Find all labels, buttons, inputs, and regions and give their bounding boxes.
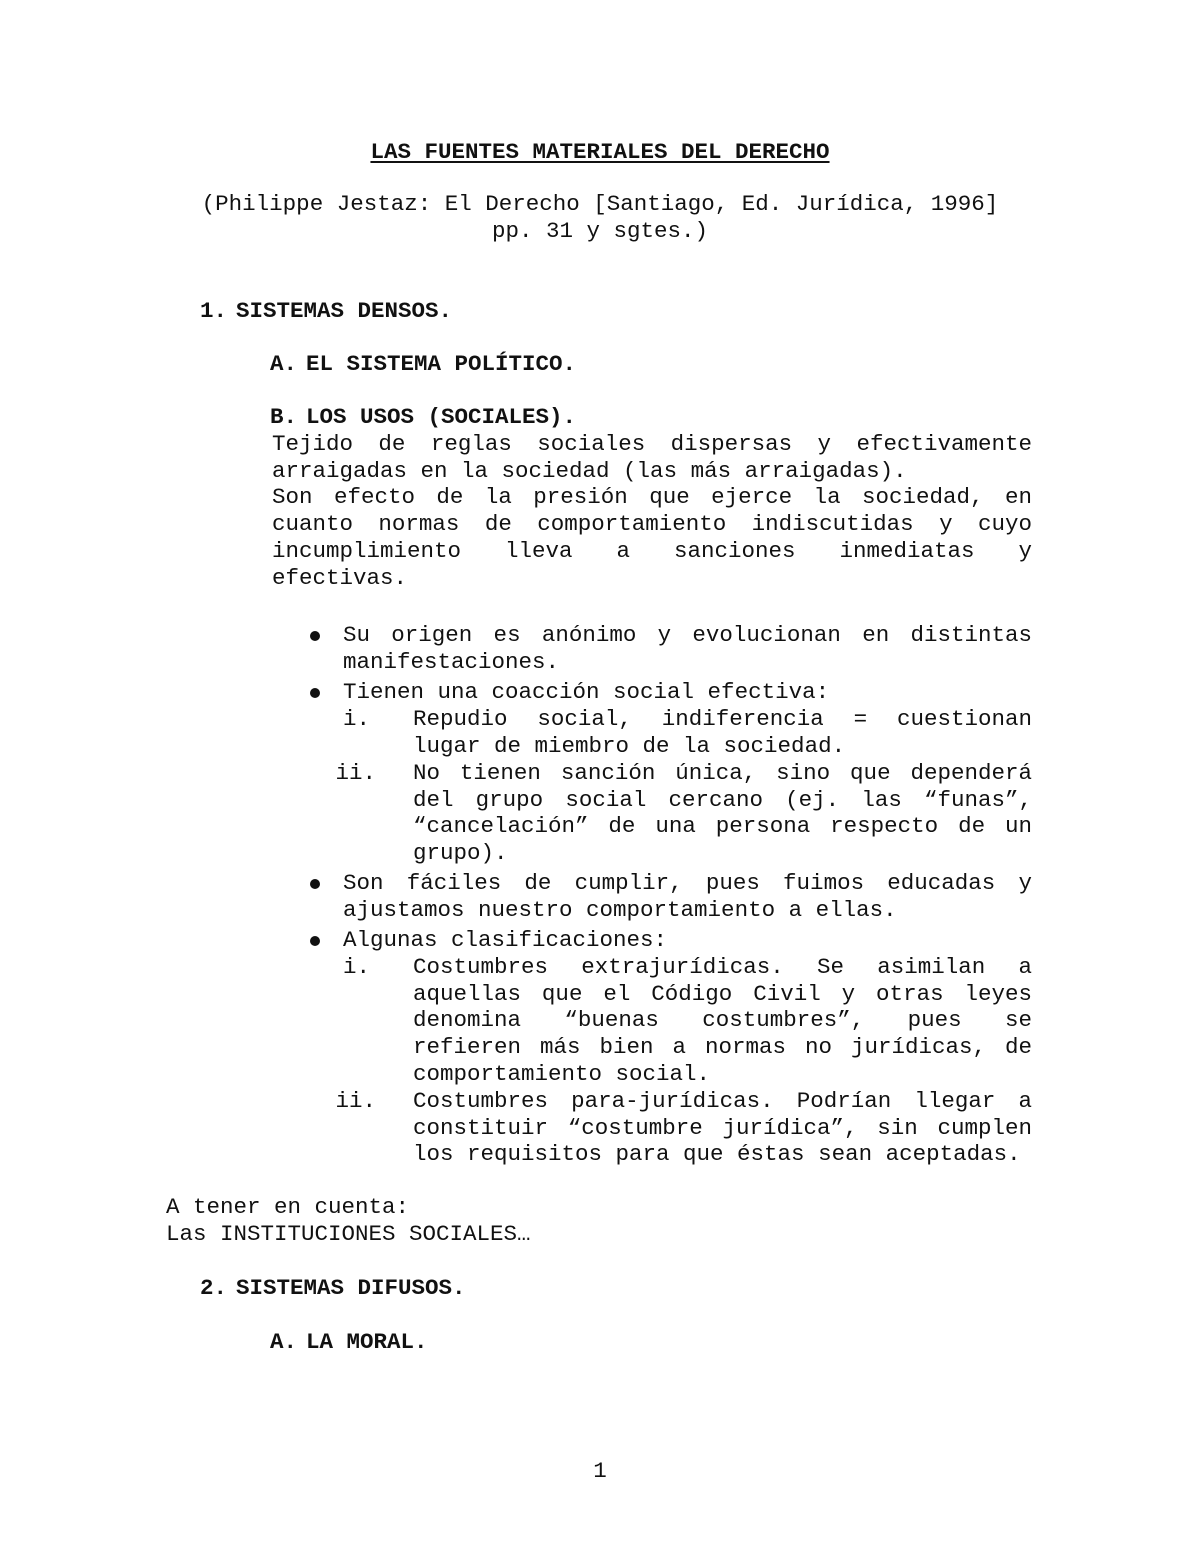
paragraph-line: efectivas. xyxy=(272,564,408,591)
bullet-line: manifestaciones. xyxy=(343,648,560,675)
bullet-icon xyxy=(310,936,320,946)
subsection-1a-heading xyxy=(270,351,576,378)
citation xyxy=(0,191,1200,244)
citation-line-1: (Philippe Jestaz: El Derecho [Santiago, Ed. Jurídica, 1996] xyxy=(201,191,999,217)
paragraph-line: incumplimiento lleva a sanciones inmediatas y xyxy=(272,537,1032,564)
section-1-heading xyxy=(200,298,452,325)
sub-item-2-i xyxy=(413,706,1032,759)
bullet-item-4 xyxy=(343,927,1032,954)
sub-item-line: constituir “costumbre jurídica”, sin cumplen xyxy=(413,1114,1032,1141)
section-2-title: SISTEMAS DIFUSOS. xyxy=(236,1275,466,1301)
sub-item-line: aquellas que el Código Civil y otras leyes xyxy=(413,980,1032,1007)
sub-item-line: Costumbres extrajurídicas. Se asimilan a xyxy=(413,954,1032,980)
sub-item-4-i xyxy=(413,954,1032,1088)
subsection-2a-title: LA MORAL. xyxy=(306,1329,428,1355)
section-1-title: SISTEMAS DENSOS. xyxy=(236,298,453,324)
sub-item-2-ii xyxy=(413,760,1032,867)
sub-item-line: denomina “buenas costumbres”, pues se xyxy=(413,1007,1032,1034)
subsection-1b-title: LOS USOS (SOCIALES). xyxy=(306,404,577,430)
paragraph-line: arraigadas en la sociedad (las más arraigadas). xyxy=(272,457,907,484)
subsection-1a-title: EL SISTEMA POLÍTICO. xyxy=(306,351,577,377)
section-2-heading xyxy=(200,1275,466,1302)
bullet-icon xyxy=(310,631,320,641)
sub-item-line: Repudio social, indiferencia = cuestionan xyxy=(413,706,1032,732)
section-2-number: 2. xyxy=(200,1275,228,1301)
paragraph-line: Son efecto de la presión que ejerce la sociedad, en xyxy=(272,484,1032,511)
sub-item-line: comportamiento social. xyxy=(413,1060,711,1087)
subsection-1b-heading xyxy=(270,404,576,431)
paragraph-definition xyxy=(272,431,1032,591)
bullet-item-2 xyxy=(343,679,1032,706)
sub-item-line: No tienen sanción única, sino que dependerá xyxy=(413,760,1032,786)
bullet-item-3 xyxy=(343,870,1032,923)
roman-marker: i. xyxy=(342,706,370,732)
bullet-line: Algunas clasificaciones: xyxy=(343,927,668,953)
subsection-1b-letter: B. xyxy=(270,404,298,430)
roman-marker: ii. xyxy=(335,760,376,786)
bullet-line: Su origen es anónimo y evolucionan en distintas xyxy=(343,622,1032,648)
sub-item-line: los requisitos para que éstas sean aceptadas. xyxy=(413,1141,1021,1168)
sub-item-line: Costumbres para-jurídicas. Podrían llegar a xyxy=(413,1088,1032,1114)
note-line-2: Las INSTITUCIONES SOCIALES… xyxy=(166,1220,531,1247)
page-number: 1 xyxy=(593,1458,607,1484)
subsection-1a-letter: A. xyxy=(270,351,298,377)
citation-line-2: pp. 31 y sgtes.) xyxy=(491,217,709,244)
sub-item-line: del grupo social cercano (ej. las “funas”, xyxy=(413,786,1032,813)
paragraph-line: cuanto normas de comportamiento indiscutidas y cuyo xyxy=(272,511,1032,538)
roman-marker: i. xyxy=(342,954,370,980)
subsection-2a-heading xyxy=(270,1329,428,1356)
note xyxy=(166,1194,531,1247)
bullet-line: Tienen una coacción social efectiva: xyxy=(343,679,830,705)
bullet-icon xyxy=(310,688,320,698)
document-title: LAS FUENTES MATERIALES DEL DERECHO xyxy=(370,139,830,165)
sub-item-line: grupo). xyxy=(413,840,508,867)
roman-marker: ii. xyxy=(335,1088,376,1114)
subsection-2a-letter: A. xyxy=(270,1329,298,1355)
sub-item-line: refieren más bien a normas no jurídicas, de xyxy=(413,1034,1032,1061)
paragraph-line: Tejido de reglas sociales dispersas y efectivamente xyxy=(272,431,1032,457)
bullet-line: ajustamos nuestro comportamiento a ellas. xyxy=(343,896,897,923)
section-1-number: 1. xyxy=(200,298,228,324)
sub-item-line: “cancelación” de una persona respecto de un xyxy=(413,813,1032,840)
bullet-item-1 xyxy=(343,622,1032,675)
bullet-line: Son fáciles de cumplir, pues fuimos educadas y xyxy=(343,870,1032,896)
sub-item-4-ii xyxy=(413,1088,1032,1168)
bullet-icon xyxy=(310,879,320,889)
note-line-1: A tener en cuenta: xyxy=(166,1194,410,1220)
sub-item-line: lugar de miembro de la sociedad. xyxy=(413,732,846,759)
